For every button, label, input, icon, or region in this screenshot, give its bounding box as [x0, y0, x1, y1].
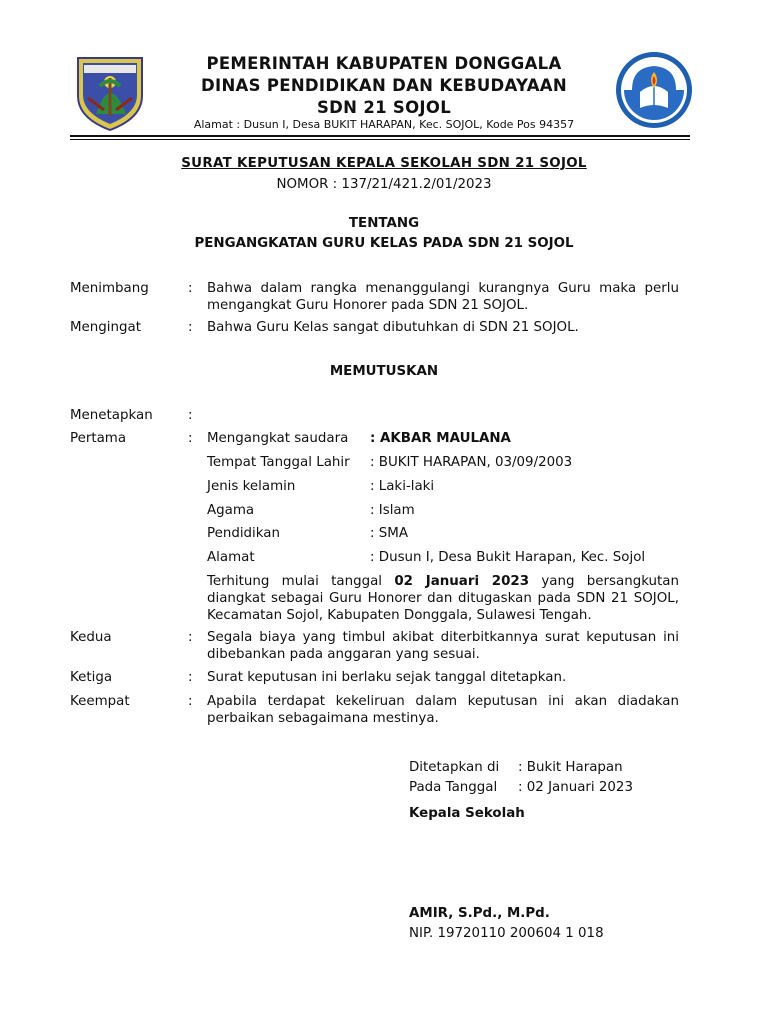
decree-subject: PENGANGKATAN GURU KELAS PADA SDN 21 SOJOL — [194, 236, 574, 251]
ketiga-text: Surat keputusan ini berlaku sejak tanggal ditetapkan. — [207, 670, 567, 685]
date-value: : 02 Januari 2023 — [518, 780, 633, 795]
mengingat-label: Mengingat — [70, 320, 141, 335]
field-key: Mengangkat saudara — [207, 431, 349, 446]
colon: : — [188, 408, 193, 423]
school-address: Alamat : Dusun I, Desa BUKIT HARAPAN, Kec. SOJOL, Kode Pos 94357 — [193, 118, 575, 131]
mengingat-text: Bahwa Guru Kelas sangat dibutuhkan di SDN 21 SOJOL. — [207, 320, 579, 335]
appointee-name: : AKBAR MAULANA — [370, 431, 511, 446]
keempat-text: Apabila terdapat kekeliruan dalam keputusan ini akan diadakan perbaikan sebagaimana mestinya. — [207, 694, 679, 726]
effective-date: 02 Januari 2023 — [394, 574, 530, 589]
field-key: Tempat Tanggal Lahir — [207, 455, 350, 470]
date-label: Pada Tanggal — [409, 780, 498, 795]
header-divider — [70, 135, 690, 137]
decree-heading: SURAT KEPUTUSAN KEPALA SEKOLAH SDN 21 SOJOL — [181, 156, 587, 171]
signatory-name: AMIR, S.Pd., M.Pd. — [409, 906, 550, 921]
field-key: Pendidikan — [207, 526, 280, 541]
decree-number: NOMOR : 137/21/421.2/01/2023 — [276, 177, 492, 192]
tut-wuri-handayani-logo — [614, 50, 694, 130]
tentang-label: TENTANG — [348, 216, 420, 231]
colon: : — [188, 670, 193, 685]
regency-emblem-logo — [70, 52, 150, 132]
department-name: DINAS PENDIDIKAN DAN KEBUDAYAAN — [201, 76, 567, 95]
field-value: : Laki-laki — [370, 479, 435, 494]
field-value: : SMA — [370, 526, 408, 541]
field-value: : BUKIT HARAPAN, 03/09/2003 — [370, 455, 573, 470]
signatory-nip: NIP. 19720110 200604 1 018 — [409, 926, 604, 941]
ketiga-label: Ketiga — [70, 670, 113, 685]
colon: : — [188, 320, 193, 335]
field-key: Alamat — [207, 550, 255, 565]
memutuskan-heading: MEMUTUSKAN — [329, 364, 439, 379]
signatory-position: Kepala Sekolah — [409, 806, 525, 821]
colon: : — [188, 694, 193, 709]
colon: : — [188, 431, 193, 446]
kedua-label: Kedua — [70, 630, 112, 645]
school-name: SDN 21 SOJOL — [316, 98, 452, 117]
kedua-text: Segala biaya yang timbul akibat diterbitkannya surat keputusan ini dibebankan pada anggaran yang sesuai. — [207, 630, 679, 662]
menimbang-text: Bahwa dalam rangka menanggulangi kurangnya Guru maka perlu mengangkat Guru Honorer pada SDN 21 SOJOL. — [207, 281, 679, 313]
keempat-label: Keempat — [70, 694, 130, 709]
field-value: : Dusun I, Desa Bukit Harapan, Kec. Sojol — [370, 550, 646, 565]
place-label: Ditetapkan di — [409, 760, 500, 775]
pertama-effective-text: Terhitung mulai tanggal 02 Januari 2023 yang bersangkutan diangkat sebagai Guru Honorer dan ditugaskan pada SDN 21 SOJOL, Kecamatan Sojol, Kabupaten Donggala, Sulawesi Tengah. — [207, 574, 679, 623]
colon: : — [188, 281, 193, 296]
menetapkan-label: Menetapkan — [70, 408, 153, 423]
field-key: Jenis kelamin — [207, 479, 296, 494]
header-divider-thin — [70, 139, 690, 140]
menimbang-label: Menimbang — [70, 281, 149, 296]
field-value: : Islam — [370, 503, 415, 518]
field-key: Agama — [207, 503, 255, 518]
government-name: PEMERINTAH KABUPATEN DONGGALA — [206, 54, 562, 73]
place-value: : Bukit Harapan — [518, 760, 623, 775]
colon: : — [188, 630, 193, 645]
pertama-label: Pertama — [70, 431, 127, 446]
